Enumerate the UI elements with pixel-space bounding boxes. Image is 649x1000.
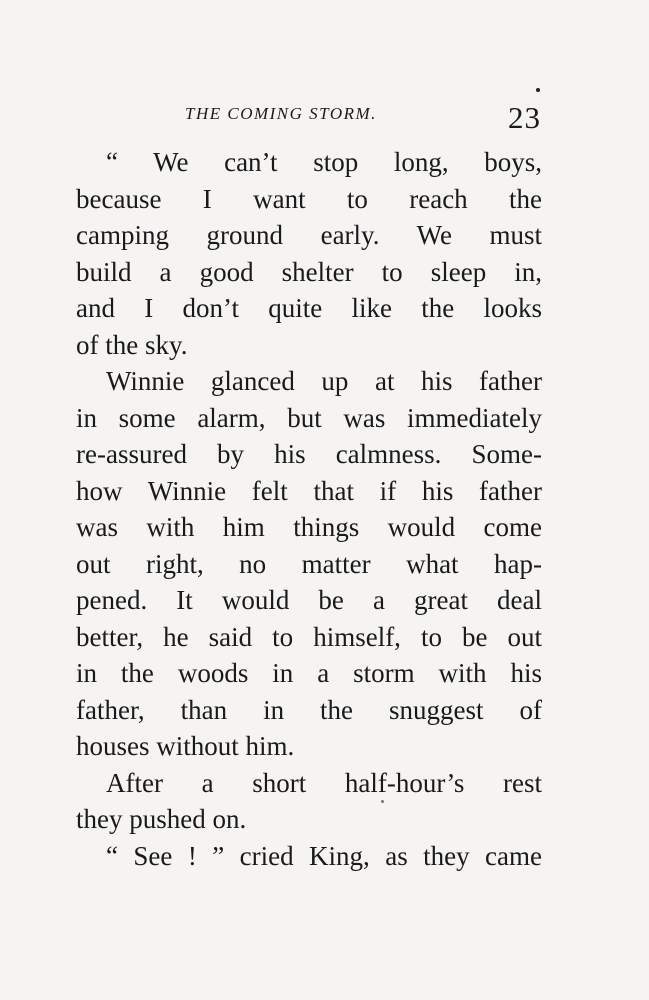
text-line: camping ground early. We must: [76, 220, 542, 250]
running-head: THE COMING STORM.: [185, 104, 377, 123]
text-line: out right, no matter what hap-: [76, 548, 542, 579]
text-line: re-assured by his calmness. Some-: [76, 439, 542, 469]
text-line: better, he said to himself, to be out: [76, 621, 542, 652]
text-line: in the woods in a storm with his: [76, 658, 542, 688]
text-line: pened. It would be a great deal: [76, 585, 542, 615]
text-line: was with him things would come: [76, 512, 542, 542]
text-line: of the sky.: [76, 329, 188, 360]
text-line: in some alarm, but was immediately: [76, 402, 542, 433]
text-line: how Winnie felt that if his father: [76, 475, 542, 506]
text-line: because I want to reach the: [76, 183, 542, 214]
text-line: “ See ! ” cried King, as they came: [106, 840, 542, 871]
ink-speck: [536, 88, 540, 92]
text-line: and I don’t quite like the looks: [76, 293, 542, 323]
page-number: 23: [508, 100, 541, 135]
text-line: Winnie glanced up at his father: [106, 366, 542, 396]
body-text: [76, 144, 542, 874]
text-line: father, than in the snuggest of: [76, 694, 542, 725]
text-line: they pushed on.: [76, 804, 247, 834]
text-line: After a short half-hour’s rest: [106, 767, 542, 798]
ink-speck: [381, 800, 384, 803]
text-line: houses without him.: [76, 731, 295, 761]
text-line: “ We can’t stop long, boys,: [106, 147, 542, 177]
text-line: build a good shelter to sleep in,: [76, 256, 542, 287]
